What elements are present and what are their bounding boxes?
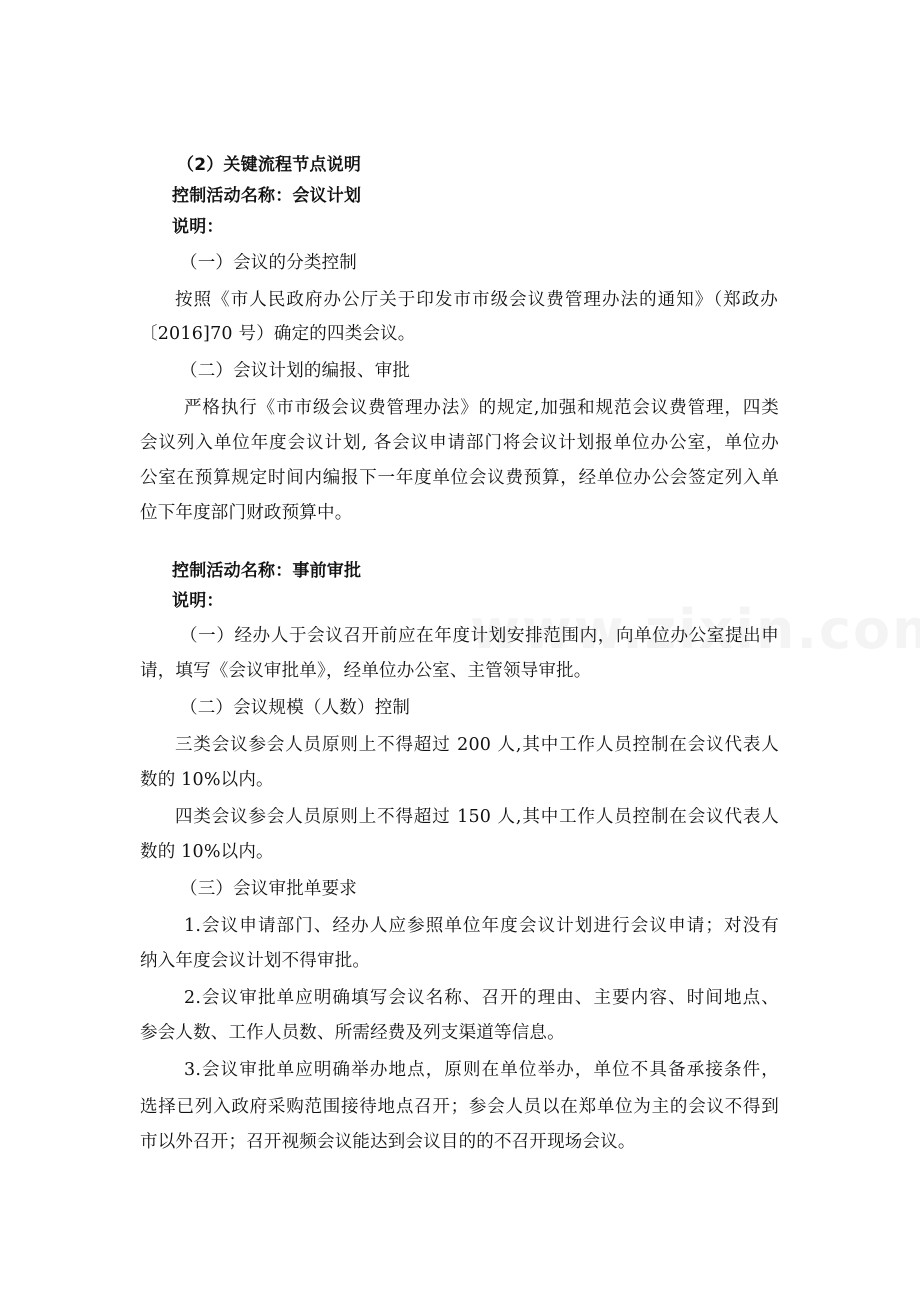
subheading-meeting-scale: （二）会议规模（人数）控制 [180,698,411,718]
list-item-line: 市以外召开；召开视频会议能达到会议目的的不召开现场会议。 [140,1132,636,1152]
list-item-line: 1.会议申请部门、经办人应参照单位年度会议计划进行会议申请；对没有 [184,916,779,936]
paragraph-line: 严格执行《市市级会议费管理办法》的规定,加强和规范会议费管理，四类 [184,398,779,418]
section-heading: （2）关键流程节点说明 [177,155,362,175]
list-item-line: 3.会议审批单应明确举办地点，原则在单位举办，单位不具备承接条件， [184,1060,779,1080]
list-item-line: 参会人数、工作人员数、所需经费及列支渠道等信息。 [140,1023,565,1043]
description-label: 说明： [172,217,224,237]
paragraph-line: 〔2016]70 号）确定的四类会议。 [140,324,416,344]
subheading-plan-approval: （二）会议计划的编报、审批 [180,361,411,381]
list-item-line: 2.会议审批单应明确填写会议名称、召开的理由、主要内容、时间地点、 [184,988,779,1008]
control-activity-title-pre-approval: 控制活动名称：事前审批 [172,561,362,581]
paragraph-line: 数的 10%以内。 [140,770,274,790]
paragraph-line: 请，填写《会议审批单》，经单位办公室、主管领导审批。 [140,661,592,681]
control-activity-title-meeting-plan: 控制活动名称：会议计划 [172,186,362,206]
paragraph-line: 位下年度部门财政预算中。 [140,503,353,523]
paragraph-line: 四类会议参会人员原则上不得超过 150 人,其中工作人员控制在会议代表人 [175,807,779,827]
paragraph-line: 按照《市人民政府办公厅关于印发市市级会议费管理办法的通知》（郑政办 [175,290,778,310]
subheading-approval-form: （三）会议审批单要求 [180,879,357,899]
paragraph-line: 数的 10%以内。 [140,842,274,862]
paragraph-line: 公室在预算规定时间内编报下一年度单位会议费预算，经单位办公会签定列入单 [140,468,779,488]
list-item-line: 纳入年度会议计划不得审批。 [140,951,371,971]
list-item-line: 选择已列入政府采购范围接待地点召开；参会人员以在郑单位为主的会议不得到 [140,1097,779,1117]
paragraph-line: （一）经办人于会议召开前应在年度计划安排范围内，向单位办公室提出申 [180,626,779,646]
paragraph-line: 三类会议参会人员原则上不得超过 200 人,其中工作人员控制在会议代表人 [175,735,779,755]
paragraph-line: 会议列入单位年度会议计划, 各会议申请部门将会议计划报单位办公室，单位办 [140,433,779,453]
description-label: 说明： [172,591,224,611]
subheading-classification: （一）会议的分类控制 [180,253,357,273]
